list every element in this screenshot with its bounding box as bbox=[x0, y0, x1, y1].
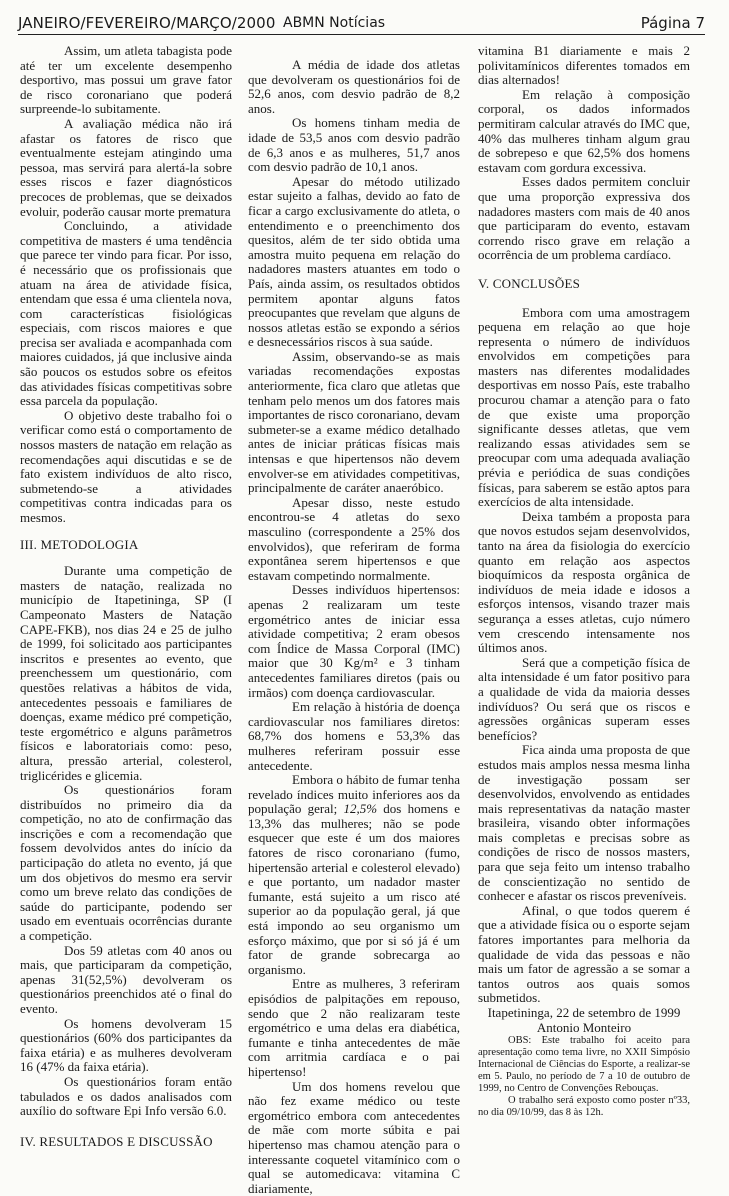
paragraph: Esses dados permitem concluir que uma proporção expressiva dos nadadores masters com mais de 40 anos que participaram do evento, estavam correndo risco grave em relação a ocorrência de um problema cardíaco. bbox=[478, 174, 690, 263]
paragraph: A avaliação médica não irá afastar os fatores de risco que eventualmente estejam atingindo uma pessoa, mas servirá para alertá-la sobre esses riscos e fazer diagnósticos precoces de problemas, que se deixados evoluir, poderão causar morte prematura bbox=[20, 115, 232, 219]
paragraph: Em relação à história de doença cardiovascular nos familiares diretos: 68,7% dos homens e 53,3% das mulheres referiram possuir esse antecedente. bbox=[248, 699, 460, 773]
paragraph: vitamina B1 diariamente e mais 2 polivitamínicos diferentes tomados em dias alternados! bbox=[478, 43, 690, 88]
paragraph: Os homens devolveram 15 questionários (60% dos participantes da faixa etária) e as mulheres devolveram 16 (47% da faixa etária). bbox=[20, 1015, 232, 1075]
text-column-1 bbox=[20, 44, 232, 1161]
note-obs: OBS: Este trabalho foi aceito para apresentação como tema livre, no XXII Simpósio Internacional de Ciências do Esporte, a realizar-se em 5. Paulo, no período de 7 a 10 de outubro de 1999, no Centro de Convenções Rebouças. bbox=[478, 1035, 690, 1095]
paragraph: A média de idade dos atletas que devolveram os questionários foi de 52,6 anos, com desvio padrão de 8,2 anos. bbox=[248, 57, 460, 116]
paragraph: Desses indivíduos hipertensos: apenas 2 realizaram um teste ergométrico antes de iniciar essa atividade competitiva; 2 eram obesos com Índice de Massa Corporal (IMC) maior que 30 Kg/m² e 3 tinham antecedentes familiares diretos (pais ou irmãos) com doença cardiovascular. bbox=[248, 582, 460, 700]
issue-date: JANEIRO/FEVEREIRO/MARÇO/2000 bbox=[18, 14, 276, 32]
signature-place-date: Itapetininga, 22 de setembro de 1999 bbox=[487, 1005, 681, 1020]
paragraph: Apesar do método utilizado estar sujeito a falhas, devido ao fato de ficar a cargo exclusivamente do atleta, o entendimento e o preenchimento dos quesitos, além de ter sido obtida uma amostra muito pequena em relação do nadadores masters atuantes em todo o País, ainda assim, os resultados obtidos permitem apontar alguns fatos preocupantes que revelam que alguns de nossos atletas estão se expondo a sérios e desnecessários riscos à sua saúde. bbox=[248, 173, 460, 350]
section-heading-resultados: IV. RESULTADOS E DISCUSSÃO bbox=[20, 1133, 213, 1149]
paragraph: Assim, observando-se as mais variadas recomendações expostas anteriormente, fica claro que atletas que tenham pelo menos um dos fatores mais importantes de risco coronariano, devam submeter-se a exame médico detalhado antes de iniciar práticas físicas mais intensas e que hipertensos não devem envolver-se em atividades competitivas, principalmente de caráter anaeróbico. bbox=[248, 348, 460, 496]
paragraph: Assim, um atleta tabagista pode até ter um excelente desempenho desportivo, mas possui um grave fator de risco coronariano que poderá surpreende-lo subitamente. bbox=[20, 43, 232, 117]
text-column-3 bbox=[478, 44, 690, 1119]
paragraph bbox=[248, 773, 460, 977]
paragraph: Entre as mulheres, 3 referiram episódios de palpitações em repouso, sendo que 2 não realizaram teste ergométrico e uma delas era diabética, fumante e tinha antecedentes de mãe com arritmia cardíaca e o pai hipertenso! bbox=[248, 976, 460, 1079]
paragraph: Afinal, o que todos querem é que a atividade física ou o esporte sejam fatores importantes para melhoria da qualidade de vida das pessoas e não mais um fator de agressão a se somar a tantos outros aos quais somos submetidos. bbox=[478, 902, 690, 1006]
publication-name: ABMN Notícias bbox=[283, 15, 386, 31]
emphasis: 12,5% bbox=[343, 801, 378, 817]
paragraph: O objetivo deste trabalho foi o verificar como está o comportamento de nossos masters de natação em relação as recomendações aqui discutidas e se de fato existem indivíduos de alto risco, submetendo-se a atividades competitivas contra indicadas para os mesmos. bbox=[20, 407, 232, 525]
paragraph: Apesar disso, neste estudo encontrou-se 4 atletas do sexo masculino (correspondente a 25% dos envolvidos), que referiram de forma expontânea serem hipertensos e que estavam competindo normalmente. bbox=[248, 494, 460, 583]
paragraph: Os questionários foram então tabulados e os dados analisados com auxílio do software Epi Info versão 6.0. bbox=[20, 1073, 232, 1119]
page-header bbox=[18, 8, 705, 35]
text-run: Embora o hábito de fumar tenha revelado índices muito inferiores aos da população geral; bbox=[248, 772, 460, 817]
paragraph: Embora com uma amostragem pequena em relação ao que hoje representa o número de indivíduos envolvidos em competições para masters nas diferentes modalidades desportivas em nosso País, este trabalho procurou chamar a atenção para o fato de que existe uma proporção significante desses atletas, que vem realizando essas atividades sem se preocupar com uma adequada avaliação prévia e periódica de suas condições físicas, para saberem se estão aptos para exercícios de alta intensidade. bbox=[478, 304, 690, 510]
paragraph: Durante uma competição de masters de natação, realizada no município de Itapetininga, SP (I Campeonato Masters de Natação CAPE-FKB), nos dias 24 e 25 de julho de 1999, foi solicitado aos participantes inscritos e presentes ao evento, que preenchessem um questionário, com questões relativas a hábitos de vida, antecedentes pessoais e familiares de doenças, exame médico pré competição, teste ergométrico e alguns parâmetros físicos e laboratoriais como: peso, altura, pressão arterial, colesterol, triglicérides e glicemia. bbox=[20, 563, 232, 783]
paragraph: Os homens tinham media de idade de 53,5 anos com desvio padrão de 6,3 anos e as mulheres, 51,7 anos com desvio padrão de 10,1 anos. bbox=[248, 115, 460, 175]
section-heading-metodologia: III. METODOLOGIA bbox=[20, 536, 139, 552]
note-poster: O trabalho será exposto como poster nº33, no dia 09/10/99, das 8 às 12h. bbox=[478, 1095, 690, 1119]
text-run: dos homens e 13,3% das mulheres; não se pode esquecer que este é um dos maiores fatores de risco coronariano (fumo, hipertensão arterial e colesterol elevado) e que portanto, um nadador master fumante, está sujeito a um risco até superior ao da população geral, já que está impondo ao seu organismo um esforço máximo, que por si só já é um fator de grande sobrecarga ao organismo. bbox=[248, 801, 460, 977]
paragraph: Dos 59 atletas com 40 anos ou mais, que participaram da competição, apenas 31(52,5%) devolveram os questionários preenchidos até o final do evento. bbox=[20, 942, 232, 1016]
text-column-2 bbox=[248, 44, 460, 1196]
paragraph: Será que a competição física de alta intensidade é um fator positivo para a qualidade de vida da maioria desses indivíduos? Ou será que os riscos e agressões orgânicas superam esses benefícios? bbox=[478, 654, 690, 743]
author-name: Antonio Monteiro bbox=[536, 1019, 632, 1035]
page-number: Página 7 bbox=[640, 14, 705, 32]
paragraph: Um dos homens revelou que não fez exame médico ou teste ergométrico embora com antecedentes de mãe com morte súbita e pai hipertenso mas chamou atenção para o interessante coquetel vitamínico com o qual se automedicava: vitamina C diariamente, bbox=[248, 1078, 460, 1196]
paragraph: Em relação à composição corporal, os dados informados permitiram calcular através do IMC que, 40% das mulheres tinham algum grau de sobrepeso e que 62,5% dos homens estavam com gordura excessiva. bbox=[478, 86, 690, 175]
paragraph: Concluindo, a atividade competitiva de masters é uma tendência que parece ter vindo para ficar. Por isso, é necessário que os profissionais que atuam na área de atividade física, entendam que essa é uma clientela nova, com características fisiológicas especiais, com riscos maiores e que precisa ser avaliada e acompanhada com maiores cuidados, já que inclusive ainda são poucos os estudos sobre os efeitos das atividades físicas competitivas sobre essa parcela da população. bbox=[20, 218, 232, 409]
paragraph: Fica ainda uma proposta de que estudos mais amplos nessa mesma linha de investigação possam ser desenvolvidos, envolvendo as entidades mais representativas da natação master brasileira, visando obter informações mais completas e precisas sobre as condições de risco de nossos masters, para que seja feito um intenso trabalho de conscientização no sentido de conhecer e afastar os riscos preveníveis. bbox=[478, 742, 690, 904]
section-heading-conclusoes: V. CONCLUSÕES bbox=[478, 275, 581, 291]
paragraph: Deixa também a proposta para que novos estudos sejam desenvolvidos, tanto na área da fisiologia do exercício quanto em relação aos aspectos bioquímicos da resposta orgânica de indivíduos de meia idade e idosos a esforços intensos, visando trazer mais segurança a esses atletas, cujo número vem crescendo intensamente nos últimos anos. bbox=[478, 508, 690, 656]
paragraph: Os questionários foram distribuídos no primeiro dia da competição, no ato de confirmação das inscrições e com a recomendação que fossem devolvidos antes do início da participação do atleta no evento, já que um dos objetivos do mesmo era servir como um breve relato das condições de saúde do participante, podendo ser usado em eventuais ocorrências durante a competição. bbox=[20, 782, 232, 944]
